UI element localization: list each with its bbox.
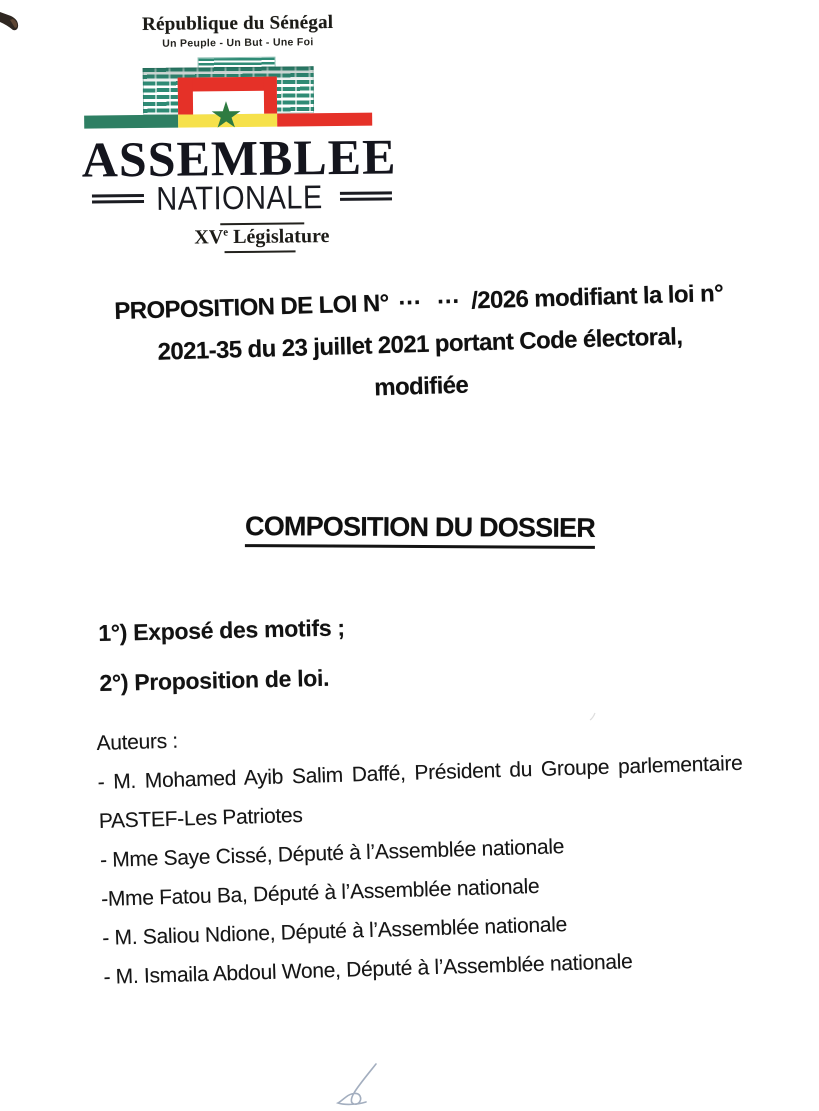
legislature-label xyxy=(79,224,444,251)
dossier-item-2: 2°) Proposition de loi. xyxy=(99,664,330,696)
author-item: - Mme Saye Cissé, Député à l’Assemblée nationale xyxy=(99,835,565,872)
legislature-word: Législature xyxy=(233,225,330,249)
assemblee-wordmark: ASSEMBLEE xyxy=(81,128,397,188)
legislature-bottom-rule xyxy=(225,250,296,253)
title-line-1-prefix: PROPOSITION DE LOI N° xyxy=(113,289,389,326)
author-item: - M. Saliou Ndione, Député à l’Assemblée nationale xyxy=(102,913,568,950)
title-line-1-suffix: /2026 modifiant la loi n° xyxy=(470,279,724,315)
section-heading: COMPOSITION DU DOSSIER xyxy=(245,511,595,549)
flag-band-green xyxy=(84,115,178,129)
nationale-wordmark: NATIONALE xyxy=(156,178,323,217)
republic-title: République du Sénégal xyxy=(142,11,334,35)
authors-label: Auteurs : xyxy=(96,729,179,755)
title-line-3: modifiée xyxy=(373,371,469,402)
author-item: - M. Mohamed Ayib Salim Daffé, Président du Groupe parlementaire PASTEF-Les Patriotes xyxy=(97,751,743,833)
author-item: - M. Ismaila Abdoul Wone, Député à l’Assemblée nationale xyxy=(103,950,633,989)
title-dotted-blank: … … xyxy=(397,281,463,311)
right-double-rule xyxy=(340,191,392,201)
document-header xyxy=(55,6,423,260)
author-item: -Mme Fatou Ba, Député à l’Assemblée nationale xyxy=(100,874,540,911)
nationale-wordmark-row xyxy=(57,178,422,218)
section-heading-row xyxy=(90,510,750,549)
binder-corner-mark xyxy=(0,8,26,38)
legislature-roman: XV xyxy=(194,226,224,249)
title-line-2: 2021-35 du 23 juillet 2021 portant Code électoral, xyxy=(157,323,683,366)
dossier-items xyxy=(98,612,347,718)
flag-band-red xyxy=(277,113,372,127)
handwritten-initial xyxy=(330,1058,390,1110)
legislature-exponent: e xyxy=(223,226,229,239)
national-motto: Un Peuple - Un But - Une Foi xyxy=(162,36,314,50)
scan-smudge xyxy=(588,712,598,722)
dossier-item-1: 1°) Exposé des motifs ; xyxy=(98,614,345,646)
authors-block xyxy=(96,704,764,996)
assembly-emblem xyxy=(55,6,421,135)
document-title xyxy=(78,272,761,418)
